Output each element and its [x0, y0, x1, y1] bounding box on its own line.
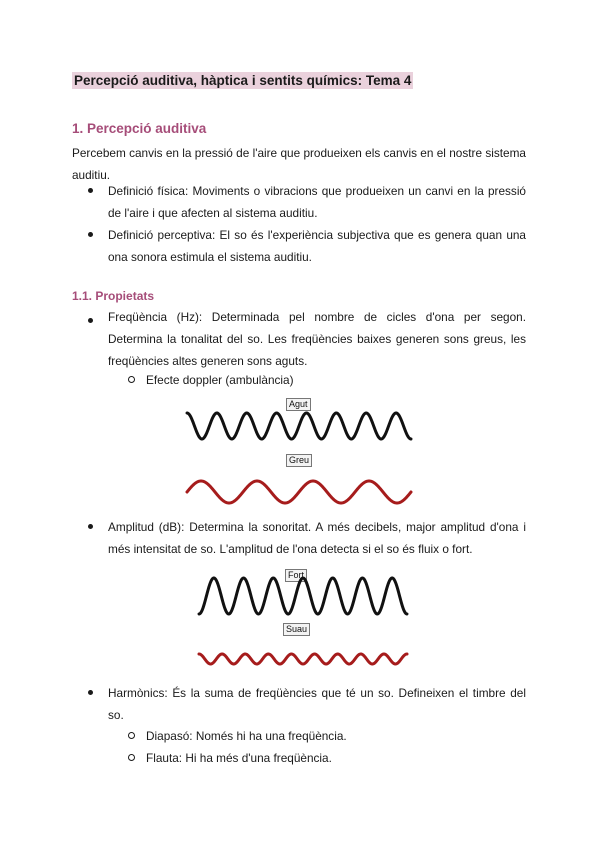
bullet-perceptive-definition: Definició perceptiva: El so és l'experiència subjectiva que es genera quan una ona sonora estimula el sistema auditiu. [108, 228, 526, 264]
bullet-amplitude: Amplitud (dB): Determina la sonoritat. A més decibels, major amplitud d'ona i més intensitat de so. L'amplitud de l'ona detecta si el so és fluix o fort. [108, 520, 526, 556]
low-frequency-wave [184, 474, 414, 510]
bullet-dot [88, 318, 93, 323]
wave-label-low: Greu [286, 454, 312, 467]
bullet-physical-definition: Definició física: Moviments o vibracions que produeixen un canvi en la pressió de l'aire i que afecten al sistema auditiu. [108, 184, 526, 220]
bullet-frequency: Freqüència (Hz): Determinada pel nombre de cicles d'ona per segon. Determina la tonalitat del so. Les freqüències baixes generen sons greus, les freqüències altes generen sons aguts. [108, 310, 526, 368]
sub-bullet-doppler: Efecte doppler (ambulància) [146, 373, 294, 387]
loud-amplitude-wave [196, 574, 410, 618]
page-title: Percepció auditiva, hàptica i sentits químics: Tema 4 [74, 73, 412, 88]
section-heading-perception: 1. Percepció auditiva [72, 121, 207, 136]
sub-bullet-ring [128, 732, 135, 739]
intro-paragraph: Percebem canvis en la pressió de l'aire que produeixen els canvis en el nostre sistema auditiu. [72, 146, 526, 182]
high-frequency-wave [184, 408, 414, 444]
bullet-dot [88, 232, 93, 237]
wave-label-soft: Suau [283, 623, 310, 636]
bullet-dot [88, 524, 93, 529]
sub-bullet-tuning-fork: Diapasó: Només hi ha una freqüència. [146, 729, 347, 743]
sub-bullet-ring [128, 376, 135, 383]
wave-label-high: Agut [286, 398, 311, 411]
bullet-dot [88, 690, 93, 695]
section-heading-properties: 1.1. Propietats [72, 289, 155, 303]
sub-bullet-ring [128, 754, 135, 761]
bullet-harmonics: Harmònics: És la suma de freqüències que té un so. Defineixen el timbre del so. [108, 686, 526, 722]
bullet-dot [88, 188, 93, 193]
soft-amplitude-wave [196, 648, 410, 670]
wave-label-loud: Fort [285, 569, 307, 582]
sub-bullet-flute: Flauta: Hi ha més d'una freqüència. [146, 751, 332, 765]
